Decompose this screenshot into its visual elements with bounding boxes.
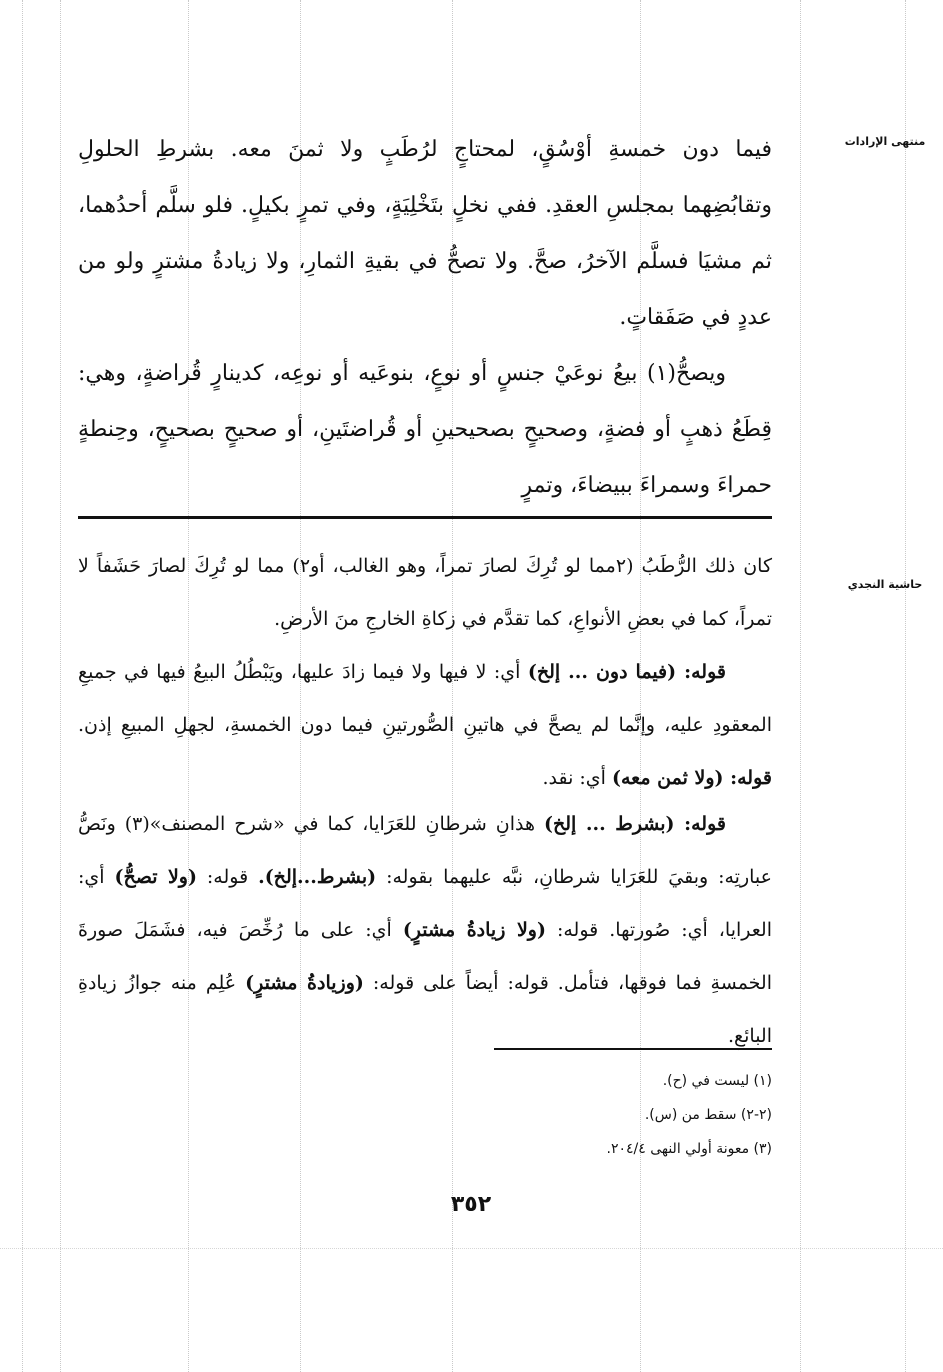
commentary-paragraph — [78, 540, 772, 646]
commentary-quote: قوله: (ولا ثمن معه) — [612, 767, 772, 789]
main-paragraph: فيما دون خمسةِ أوْسُقٍ، لمحتاجٍ لرُطَبٍ ولا ثمنَ معه. بشرطِ الحلولِ وتقابُضِهما بمجلسِ العقدِ. ففي نخلٍ بتَخْلِيَةٍ، وفي تمرٍ بكيلٍ. فلو سلَّم أحدُهما، ثم مشيَا فسلَّم الآخرُ، صحَّ. ولا تصحُّ في بقيةِ الثمارِ، ولا زيادةُ مشترٍ ولو من عددٍ في صَفَقاتٍ. — [78, 137, 772, 330]
commentary-quote: (وزيادةُ مشترٍ) — [245, 972, 364, 994]
commentary-text: كان ذلك الرُّطَبُ (٢مما لو تُرِكَ لصارَ تمراً، وهو الغالب، أو٢) مما لو تُرِكَ لصارَ حَشَفاً لا تمراً، كما في بعضِ الأنواعِ، كما تقدَّم في زكاةِ الخارجِ منَ الأرضِ. — [78, 555, 772, 630]
main-text — [78, 122, 772, 514]
commentary-text: أي: نقد. — [542, 767, 612, 789]
section-separator — [78, 516, 772, 519]
footnotes — [300, 1064, 772, 1166]
commentary-paragraph — [78, 646, 772, 805]
footnote-separator — [494, 1048, 772, 1050]
main-paragraph: ويصحُّ(١) بيعُ نوعَيْ جنسٍ أو نوعٍ، بنوعَيه أو نوعِه، كدينارٍ قُراضةٍ، وهي: قِطَعُ ذهبٍ أو فضةٍ، وصحيحٍ بصحيحينِ أو قُراضتَينِ، أو صحيحٍ بصحيحٍ، وحِنطةٍ حمراءَ وسمراءَ ببيضاءَ، وتمرٍ — [78, 361, 772, 498]
margin-label-book: منتهى الإرادات — [844, 135, 926, 148]
commentary-quote: قوله: (فيما دون ... إلخ) — [527, 661, 726, 683]
commentary-text: عُلِم منه جوازُ زيادةِ البائعِ. — [78, 972, 772, 1047]
footnote: (٢-٢) سقط من (س). — [644, 1107, 772, 1123]
commentary-block — [78, 540, 772, 805]
commentary-text: أي: على ما رُخِّصَ فيه، فشَمَلَ صورةَ الخمسةِ فما فوقها، فتأمل. قوله: أيضاً على قوله: — [78, 919, 773, 994]
footnote: (٣) معونة أولي النهى ٢٠٤/٤. — [606, 1141, 772, 1157]
scan-guide-line — [905, 0, 906, 1372]
commentary-text: هذانِ شرطانِ للعَرَايا، كما في «شرح المصنف»(٣) ونَصُّ عبارتِه: وبقيَ للعَرَايا شرطانِ، نبَّه عليهما بقوله: — [78, 813, 773, 888]
commentary-quote: قوله: (بشرط ... إلخ) — [543, 813, 726, 835]
margin-label-commentary: حاشية النجدي — [847, 578, 923, 591]
commentary-paragraph — [78, 798, 772, 1063]
commentary-quote: (ولا تصحُّ) — [114, 866, 197, 888]
scan-guide-line — [60, 0, 61, 1372]
scan-guide-line — [0, 1248, 943, 1249]
commentary-text: أي: العرايا، أي: صُورتها. قوله: — [78, 866, 772, 941]
page-number: ٣٥٢ — [450, 1192, 492, 1217]
scan-guide-line — [800, 0, 801, 1372]
scan-guide-line — [22, 0, 23, 1372]
commentary-text: قوله: — [196, 866, 259, 888]
commentary-quote: (ولا زيادةُ مشترٍ) — [402, 919, 546, 941]
commentary-quote: (بشرط...إلخ). — [258, 866, 377, 888]
commentary-text: أي: لا فيها ولا فيما زادَ عليها، ويَبْطُلُ البيعُ فيها في جميعِ المعقودِ عليه، وإنَّما لم يصحَّ في هاتينِ الصُّورتينِ فيما دون الخمسةِ، لجهلِ المبيعِ إذن. — [78, 661, 772, 736]
footnote: (١) ليست في (ح). — [662, 1073, 772, 1089]
commentary-block — [78, 798, 772, 1063]
